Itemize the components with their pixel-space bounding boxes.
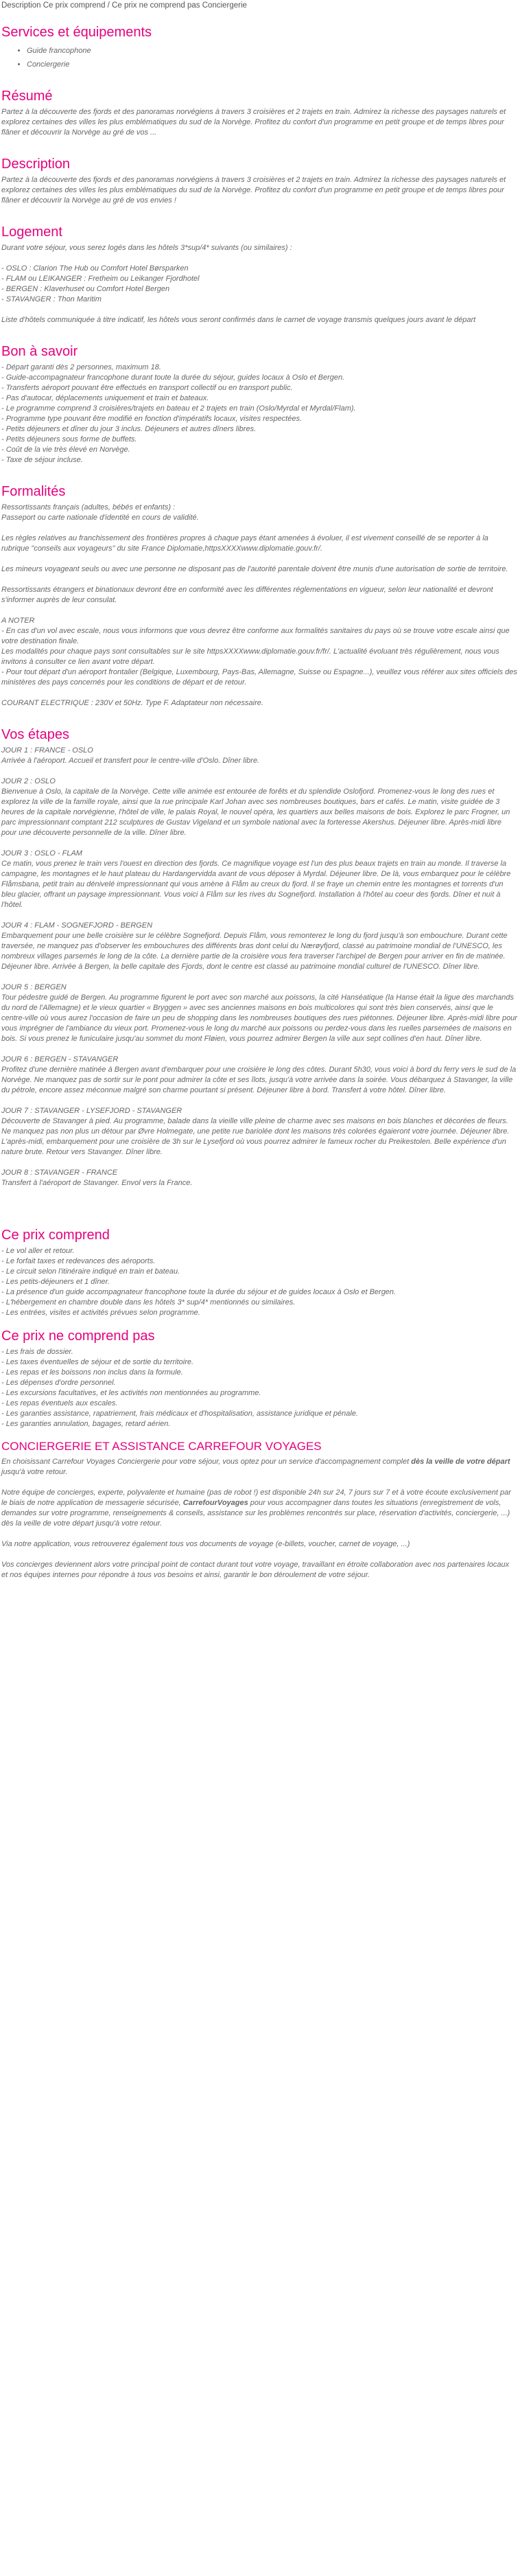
conciergerie-paragraph-2: Notre équipe de concierges, experte, polyvalente et humaine (pas de robot !) est disponible 24h sur 24, 7 jours sur 7 et à votre écoute exclusivement par le biais de notre application de messagerie sécurisée, CarrefourVoyages pour vous accompagner dans toutes les situations (enregistrement de vols, demandes sur votre programme, renseignements & conseils, assistance sur les problèmes rencontrés sur place, réservation d'activités, conciergerie, ...) dès la veille de votre départ jusqu'à votre retour. xyxy=(1,1488,511,1528)
etapes-section xyxy=(1,726,517,1188)
comprend-section xyxy=(1,1227,517,1318)
ne-comprend-pas-line: - Les repas et les boissons non inclus dans la formule. xyxy=(1,1368,183,1377)
description-section xyxy=(1,156,517,206)
formalites-line: Les mineurs voyageant seuls ou avec une personne ne disposant pas de l'autorité parentale doivent être munis d'une autorisation de sortie de territoire. xyxy=(1,565,508,573)
ne-comprend-pas-line: - Les repas éventuels aux escales. xyxy=(1,1399,118,1407)
formalites-line: Les modalités pour chaque pays sont consultables sur le site httpsXXXXwww.diplomatie.gouv.fr/fr/. L'actualité évoluant très régulièrement, nous vous invitons à consulter ce lien avant votre départ. xyxy=(1,647,499,666)
day-title: JOUR 2 : OSLO xyxy=(1,777,56,785)
bon-a-savoir-lines xyxy=(1,363,517,465)
formalites-line xyxy=(1,688,517,698)
logement-line xyxy=(1,253,517,264)
formalites-line: COURANT ELECTRIQUE : 230V et 50Hz. Type F. Adaptateur non nécessaire. xyxy=(1,699,263,707)
services-list xyxy=(1,46,517,70)
bon-a-savoir-title: Bon à savoir xyxy=(1,344,78,359)
conciergerie-paragraph-1: En choisissant Carrefour Voyages Conciergerie pour votre séjour, vous optez pour un service d'accompagnement complet dès la veille de votre départ jusqu'à votre retour. xyxy=(1,1458,510,1476)
bon-a-savoir-section xyxy=(1,343,517,465)
day-block xyxy=(1,1106,517,1158)
bon-a-savoir-line: - Taxe de séjour incluse. xyxy=(1,456,83,464)
day-block xyxy=(1,1055,517,1096)
day-title: JOUR 4 : FLAM - SOGNEFJORD - BERGEN xyxy=(1,921,153,930)
formalites-line: Passeport ou carte nationale d'identité en cours de validité. xyxy=(1,514,199,522)
service-item: • Guide francophone xyxy=(27,46,517,56)
day-text: Profitez d'une dernière matinée à Bergen avant d'embarquer pour une croisière le long des côtes. Durant 5h30, vous voici à bord du ferry vers le sud de la Norvège. Ne manquez pas de sortir sur le pont pour admirer la côte et ses îlots, jusqu'à votre arrivée dans la soirée. Vous débarquez à Stavanger, la ville du pétrole, encore assez méconnue malgré son charme pourtant si présent. Déjeuner libre à bord. Transfert à votre hôtel. Dîner libre. xyxy=(1,1066,517,1094)
formalites-line: Ressortissants étrangers et binationaux devront être en conformité avec les différentes réglementations en vigueur, selon leur nationalité et devront s'informer auprès de leur consulat. xyxy=(1,586,493,604)
day-text: Transfert à l'aéroport de Stavanger. Envol vers la France. xyxy=(1,1179,193,1187)
conciergerie-section xyxy=(1,1439,517,1580)
comprend-line: - Les petits-déjeuners et 1 dîner. xyxy=(1,1278,110,1286)
formalites-line xyxy=(1,575,517,585)
bon-a-savoir-line: - Programme type pouvant être modifié en fonction d'impératifs locaux, visites respectées. xyxy=(1,415,303,423)
bon-a-savoir-line: - Petits déjeuners sous forme de buffets. xyxy=(1,435,137,444)
comprend-lines xyxy=(1,1246,517,1318)
logement-line: Liste d'hôtels communiquée à titre indicatif, les hôtels vous seront confirmés dans le carnet de voyage transmis quelques jours avant le départ xyxy=(1,316,476,324)
conciergerie-title: CONCIERGERIE ET ASSISTANCE CARREFOUR VOYAGES xyxy=(1,1440,322,1453)
comprend-title: Ce prix comprend xyxy=(1,1228,110,1243)
conciergerie-paragraph-4: Vos concierges deviennent alors votre principal point de contact durant tout votre voyage, travaillant en étroite collaboration avec nos partenaires locaux et nos équipes internes pour répondre à tous vos besoins et ainsi, garantir le bon déroulement de votre séjour. xyxy=(1,1561,510,1579)
ne-comprend-pas-line: - Les dépenses d'ordre personnel. xyxy=(1,1379,116,1387)
day-title: JOUR 3 : OSLO - FLAM xyxy=(1,849,82,858)
day-text: Tour pédestre guidé de Bergen. Au programme figurent le port avec son marché aux poissons, la cité Hanséatique (la Hanse était la ligue des marchands du nord de l'Allemagne) et le vieux quartier « Bryggen » avec ses anciennes maisons en bois multicolores qui sont très bien conservés, ainsi que le centre-ville où vous aurez l'occasion de faire un peu de shopping dans les nombreuses boutiques des rues piétonnes. Déjeuner libre. Après-midi libre pour vous imprégner de l'ambiance du vieux port. Promenez-vous le long du marché aux poissons ou perdez-vous dans les ruelles parsemées de maisons en bois. Si vous prenez le funiculaire jusqu'au sommet du mont Fløien, vous pourrez admirer Bergen la ville aux sept collines d'en haut. Dîner libre. xyxy=(1,993,517,1043)
ne-comprend-pas-line: - Les excursions facultatives, et les activités non mentionnées au programme. xyxy=(1,1389,261,1397)
formalites-line: - Pour tout départ d'un aéroport frontalier (Belgique, Luxembourg, Pays-Bas, Allemagne, Suisse ou Espagne...), veuillez vous référer aux sites officiels des ministères des pays concernés pour les conditions de départ et de retour. xyxy=(1,668,517,687)
ne-comprend-pas-line: - Les taxes éventuelles de séjour et de sortie du territoire. xyxy=(1,1358,194,1366)
day-block xyxy=(1,777,517,838)
bon-a-savoir-line: - Petits déjeuners et dîner du jour 3 inclus. Déjeuners et autres dîners libres. xyxy=(1,425,257,433)
description-text: Partez à la découverte des fjords et des panoramas norvégiens à travers 3 croisières et 2 trajets en train. Admirez la richesse des paysages naturels et explorez certaines des villes les plus emblématiques du sud de la Norvège. Profitez du confort d'un programme en petit groupe et de temps libres pour flâner et découvrir la Norvège au gré de vos envies ! xyxy=(1,176,506,205)
day-title: JOUR 8 : STAVANGER - FRANCE xyxy=(1,1169,118,1177)
comprend-line: - Le circuit selon l'itinéraire indiqué en train et bateau. xyxy=(1,1267,180,1276)
day-title: JOUR 7 : STAVANGER - LYSEFJORD - STAVANGER xyxy=(1,1107,182,1115)
logement-title: Logement xyxy=(1,225,62,240)
formalites-title: Formalités xyxy=(1,484,66,499)
comprend-line: - La présence d'un guide accompagnateur francophone toute la durée du séjour et de guides locaux à Oslo et Bergen. xyxy=(1,1288,397,1296)
logement-section xyxy=(1,224,517,325)
day-text: Ce matin, vous prenez le train vers l'ouest en direction des fjords. Ce magnifique voyage est l'un des plus beaux trajets en train au monde. Il traverse la campagne, les montagnes et le haut plateau du Hardangervidda avant de vous déposer à Myrdal. Déjeuner libre. De là, vous embarquez pour le célèbre Flåmsbana, petit train au dénivelé impressionnant qui vous amène à Flåm au creux du fjord. Il se fraye un chemin entre les montagnes et torrents d'un bleu glacier, offrant un paysage impressionnant. Vous voici à Flåm sur les rives du Sognefjord. Installation à l'hôtel au coeur des fjords. Dîner et nuit à l'hôtel. xyxy=(1,860,511,909)
day-text: Bienvenue à Oslo, la capitale de la Norvège. Cette ville animée est entourée de forêts et du splendide Oslofjord. Promenez-vous le long des rues et explorez la ville de la famille royale, ainsi que la rue principale Karl Johan avec ses nombreuses boutiques, bars et cafés. Le matin, visite guidée de 3 heures de la capitale norvégienne, l'hôtel de ville, le palais Royal, le nouvel opéra, les quartiers aux belles maisons de bois. Explorez le parc Frogner, un parc impressionnant comptant 212 sculptures de Gustav Vigeland et un symbole national avec la forteresse Akershus. Déjeuner libre. Après-midi libre pour une découverte personnelle de la ville. Dîner libre. xyxy=(1,787,510,837)
day-block xyxy=(1,921,517,972)
bon-a-savoir-line: - Le programme comprend 3 croisières/trajets en bateau et 2 trajets en train (Oslo/Myrdal et Myrdal/Flam). xyxy=(1,404,356,413)
comprend-line: - Les entrées, visites et activités prévues selon programme. xyxy=(1,1309,200,1317)
formalites-line: - En cas d'un vol avec escale, nous vous informons que vous devrez être conforme aux formalités sanitaires du pays où se trouve votre escale ainsi que votre destination finale. xyxy=(1,627,510,645)
ne-comprend-pas-line: - Les garanties assistance, rapatriement, frais médicaux et d'hospitalisation, assistance juridique et pénale. xyxy=(1,1410,358,1418)
bon-a-savoir-line: - Guide-accompagnateur francophone durant toute la durée du séjour, guides locaux à Oslo et Bergen. xyxy=(1,373,345,382)
services-title: Services et équipements xyxy=(1,25,152,40)
day-title: JOUR 6 : BERGEN - STAVANGER xyxy=(1,1055,119,1063)
day-block xyxy=(1,849,517,910)
logement-line: - OSLO : Clarion The Hub ou Comfort Hotel Børsparken xyxy=(1,264,189,273)
comprend-line: - Le vol aller et retour. xyxy=(1,1247,75,1255)
services-section xyxy=(1,24,517,70)
ne-comprend-pas-section xyxy=(1,1328,517,1429)
formalites-section xyxy=(1,483,517,709)
formalites-line xyxy=(1,554,517,564)
day-text: Embarquement pour une belle croisière sur le célèbre Sognefjord. Depuis Flåm, vous remonterez le long du fjord jusqu'à son embouchure. Durant cette traversée, ne manquez pas d'observer les embouchures des différents bras dont celui du Nærøyfjord, classé au patrimoine mondial de l'UNESCO, les nombreux villages parsemés le long de la côte. La dernière partie de la croisière vous fera traverser l'archipel de Bergen pour arriver en fin de matinée. Déjeuner libre. Arrivée à Bergen, la belle capitale des Fjords, dont le centre est classé au patrimoine mondial culturel de l'UNESCO. Dîner libre. xyxy=(1,932,508,971)
logement-line: - FLAM ou LEIKANGER : Fretheim ou Leikanger Fjordhotel xyxy=(1,275,200,283)
resume-title: Résumé xyxy=(1,89,53,104)
resume-text: Partez à la découverte des fjords et des panoramas norvégiens à travers 3 croisières et 2 trajets en train. Admirez la richesse des paysages naturels et explorez certaines des villes les plus emblématiques du sud de la Norvège. Profitez du confort d'un programme en petit groupe et de temps libres pour flâner et découvrir la Norvège au gré de vos ... xyxy=(1,108,506,137)
section-tabs[interactable]: Description Ce prix comprend / Ce prix ne comprend pas Conciergerie xyxy=(1,1,247,10)
service-item: • Conciergerie xyxy=(27,60,517,70)
conciergerie-paragraph-3: Via notre application, vous retrouverez également tous vos documents de voyage (e-billets, voucher, carnet de voyage, ...) xyxy=(1,1540,410,1548)
day-block xyxy=(1,982,517,1044)
day-title: JOUR 1 : FRANCE - OSLO xyxy=(1,746,93,755)
formalites-line xyxy=(1,523,517,533)
day-block xyxy=(1,1168,517,1188)
formalites-line: A NOTER xyxy=(1,617,35,625)
day-text: Découverte de Stavanger à pied. Au programme, balade dans la vieille ville pleine de charme avec ses maisons en bois blanches et décorées de fleurs. Ne manquez pas non plus un détour par Øvre Holmegate, une petite rue bariolée dont les maisons très colorées égaieront votre journée. Déjeuner libre. L'après-midi, embarquement pour une croisière de 3h sur le Lysefjord où vous pourrez admirer le fameux rocher du Preikestolen. Belle expérience d'un nature brute. Retour vers Stavanger. Dîner libre. xyxy=(1,1117,510,1156)
ne-comprend-pas-title: Ce prix ne comprend pas xyxy=(1,1329,155,1344)
bon-a-savoir-line: - Coût de la vie très élevé en Norvège. xyxy=(1,446,130,454)
etapes-title: Vos étapes xyxy=(1,727,69,742)
ne-comprend-pas-line: - Les garanties annulation, bagages, retard aérien. xyxy=(1,1420,171,1428)
logement-line: - STAVANGER : Thon Maritim xyxy=(1,295,102,303)
ne-comprend-pas-lines xyxy=(1,1347,517,1429)
logement-line xyxy=(1,305,517,315)
formalites-lines xyxy=(1,503,517,709)
day-text: Arrivée à l'aéroport. Accueil et transfert pour le centre-ville d'Oslo. Dîner libre. xyxy=(1,757,260,765)
description-title: Description xyxy=(1,157,71,172)
logement-line: - BERGEN : Klaverhuset ou Comfort Hotel Bergen xyxy=(1,285,170,293)
bon-a-savoir-line: - Pas d'autocar, déplacements uniquement et train et bateaux. xyxy=(1,394,209,402)
bon-a-savoir-line: - Transferts aéroport pouvant être effectués en transport collectif ou en transport public. xyxy=(1,384,293,392)
day-block xyxy=(1,746,517,766)
comprend-line: - Le forfait taxes et redevances des aéroports. xyxy=(1,1257,156,1265)
bon-a-savoir-line: - Départ garanti dès 2 personnes, maximum 18. xyxy=(1,363,161,371)
logement-line: Durant votre séjour, vous serez logés dans les hôtels 3*sup/4* suivants (ou similaires) : xyxy=(1,244,292,252)
formalites-line: Les règles relatives au franchissement des frontières propres à chaque pays étant amenées à évoluer, il est vivement conseillé de se reporter à la rubrique "conseils aux voyageurs" du site France Diplomatie,httpsXXXXwww.diplomatie.gouv.fr/. xyxy=(1,534,488,553)
formalites-line: Ressortissants français (adultes, bébés et enfants) : xyxy=(1,503,176,511)
ne-comprend-pas-line: - Les frais de dossier. xyxy=(1,1348,73,1356)
comprend-line: - L'hébergement en chambre double dans les hôtels 3* sup/4* mentionnés ou similaires. xyxy=(1,1298,296,1307)
day-title: JOUR 5 : BERGEN xyxy=(1,983,67,991)
logement-lines xyxy=(1,243,517,325)
formalites-line xyxy=(1,606,517,616)
resume-section xyxy=(1,88,517,138)
